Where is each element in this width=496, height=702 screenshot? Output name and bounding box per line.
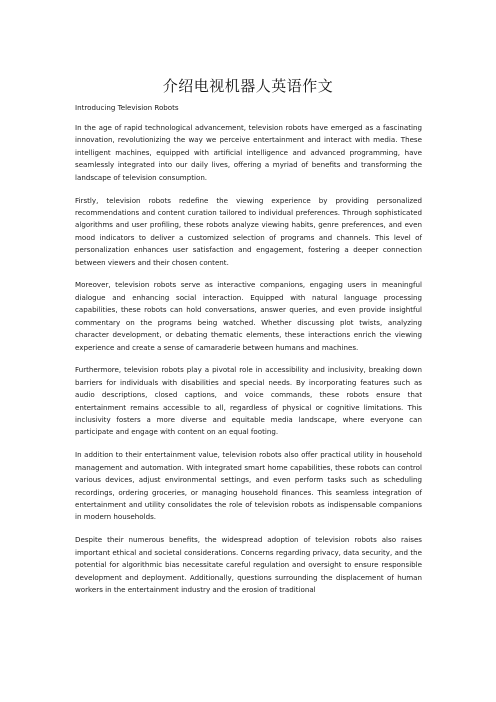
paragraph-utility: In addition to their entertainment value, television robots also offer practical utility in household management and automation. With integrated smart home capabilities, these robots can control various devices, adjust environmental settings, and even perform tasks such as scheduling recordings, ordering groceries, or managing household finances. This seamless integration of entertainment and utility consolidates the role of television robots as indispensable companions in modern households. bbox=[75, 450, 422, 522]
document-body bbox=[75, 122, 422, 607]
paragraph-intro: In the age of rapid technological advancement, television robots have emerged as a fascinating innovation, revolutionizing the way we perceive entertainment and interact with media. These intelligent machines, equipped with artificial intelligence and advanced programming, have seamlessly integrated into our daily lives, offering a myriad of benefits and transforming the landscape of television consumption. bbox=[75, 123, 422, 182]
paragraph-personalization: Firstly, television robots redefine the viewing experience by providing personalized recommendations and content curation tailored to individual preferences. Through sophisticated algorithms and user profiling, these robots analyze viewing habits, genre preferences, and even mood indicators to deliver a customized selection of programs and channels. This level of personalization enhances user satisfaction and engagement, fostering a deeper connection between viewers and their chosen content. bbox=[75, 195, 422, 267]
paragraph-companions: Moreover, television robots serve as interactive companions, engaging users in meaningful dialogue and enhancing social interaction. Equipped with natural language processing capabilities, these robots can hold conversations, answer queries, and even provide insightful commentary on the programs being watched. Whether discussing plot twists, analyzing character development, or debating thematic elements, these interactions enrich the viewing experience and create a sense of camaraderie between humans and machines. bbox=[75, 280, 422, 352]
document-subtitle: Introducing Television Robots bbox=[75, 103, 179, 112]
paragraph-accessibility: Furthermore, television robots play a pivotal role in accessibility and inclusivity, breaking down barriers for individuals with disabilities and special needs. By incorporating features such as audio descriptions, closed captions, and voice commands, these robots ensure that entertainment remains accessible to all, regardless of physical or cognitive limitations. This inclusivity fosters a more diverse and equitable media landscape, where everyone can participate and engage with content on an equal footing. bbox=[75, 365, 422, 437]
paragraph-considerations: Despite their numerous benefits, the widespread adoption of television robots also raises important ethical and societal considerations. Concerns regarding privacy, data security, and the potential for algorithmic bias necessitate careful regulation and oversight to ensure responsible development and deployment. Additionally, questions surrounding the displacement of human workers in the entertainment industry and the erosion of traditional bbox=[75, 535, 422, 594]
document-title: 介绍电视机器人英语作文 bbox=[162, 77, 334, 95]
